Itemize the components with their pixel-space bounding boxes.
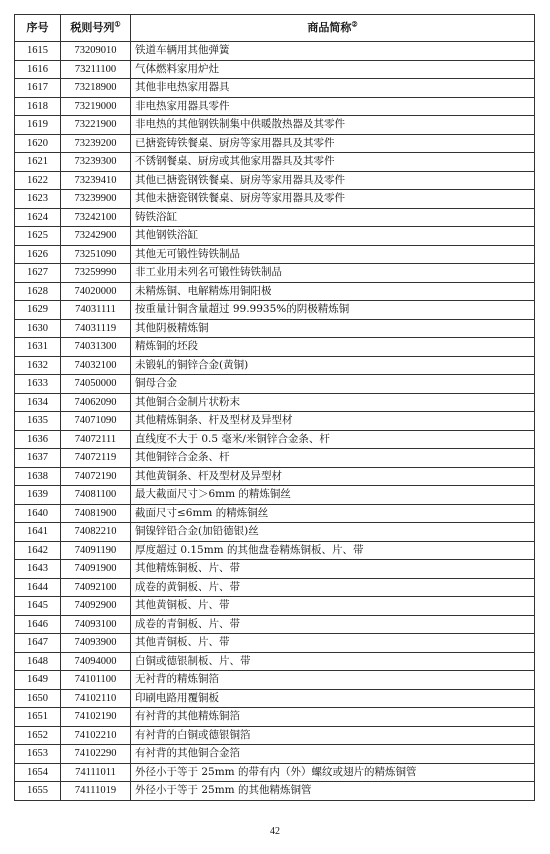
row-name: 其他黄铜板、片、带 xyxy=(131,597,535,616)
table-row xyxy=(15,190,535,209)
row-name: 直线度不大于 0.5 毫米/米铜锌合金条、杆 xyxy=(131,430,535,449)
row-code: 74102110 xyxy=(61,689,131,708)
row-name: 截面尺寸≤6mm 的精炼铜丝 xyxy=(131,504,535,523)
row-code: 74092100 xyxy=(61,578,131,597)
row-seq: 1630 xyxy=(15,319,61,338)
table-row xyxy=(15,375,535,394)
table-row xyxy=(15,79,535,98)
row-name: 最大截面尺寸＞6mm 的精炼铜丝 xyxy=(131,486,535,505)
row-code: 74062090 xyxy=(61,393,131,412)
table-row xyxy=(15,523,535,542)
table-row xyxy=(15,208,535,227)
row-name: 气体燃料家用炉灶 xyxy=(131,60,535,79)
row-code: 74094000 xyxy=(61,652,131,671)
row-code: 73242900 xyxy=(61,227,131,246)
row-name: 未精炼铜、电解精炼用铜阳极 xyxy=(131,282,535,301)
header-name-label: 商品简称 xyxy=(307,21,352,34)
row-seq: 1615 xyxy=(15,42,61,61)
row-seq: 1654 xyxy=(15,763,61,782)
row-code: 74032100 xyxy=(61,356,131,375)
table-row xyxy=(15,652,535,671)
row-code: 74050000 xyxy=(61,375,131,394)
row-name: 其他精炼铜板、片、带 xyxy=(131,560,535,579)
row-seq: 1650 xyxy=(15,689,61,708)
row-seq: 1655 xyxy=(15,782,61,801)
row-seq: 1625 xyxy=(15,227,61,246)
table-row xyxy=(15,227,535,246)
row-name: 非电热家用器具零件 xyxy=(131,97,535,116)
row-name: 其他铜合金制片状粉末 xyxy=(131,393,535,412)
row-name: 其他阴极精炼铜 xyxy=(131,319,535,338)
table-row xyxy=(15,42,535,61)
row-seq: 1641 xyxy=(15,523,61,542)
table-row xyxy=(15,356,535,375)
row-code: 74020000 xyxy=(61,282,131,301)
row-name: 其他青铜板、片、带 xyxy=(131,634,535,653)
header-code xyxy=(61,15,131,42)
row-code: 74093100 xyxy=(61,615,131,634)
table-row xyxy=(15,560,535,579)
row-name: 其他已搪瓷钢铁餐桌、厨房等家用器具及零件 xyxy=(131,171,535,190)
row-code: 74101100 xyxy=(61,671,131,690)
row-code: 73259990 xyxy=(61,264,131,283)
row-code: 73211100 xyxy=(61,60,131,79)
row-seq: 1624 xyxy=(15,208,61,227)
row-name: 其他铜锌合金条、杆 xyxy=(131,449,535,468)
table-row xyxy=(15,134,535,153)
table-row xyxy=(15,264,535,283)
table-row xyxy=(15,245,535,264)
row-name: 外径小于等于 25mm 的带有内（外）螺纹或翅片的精炼铜管 xyxy=(131,763,535,782)
row-code: 73239410 xyxy=(61,171,131,190)
header-row xyxy=(15,15,535,42)
table-header xyxy=(15,15,535,42)
row-code: 74031119 xyxy=(61,319,131,338)
row-name: 铁道车辆用其他弹簧 xyxy=(131,42,535,61)
row-seq: 1633 xyxy=(15,375,61,394)
table-row xyxy=(15,116,535,135)
row-name: 精炼铜的坯段 xyxy=(131,338,535,357)
row-name: 其他黄铜条、杆及型材及异型材 xyxy=(131,467,535,486)
row-seq: 1651 xyxy=(15,708,61,727)
row-code: 74111019 xyxy=(61,782,131,801)
table-row xyxy=(15,615,535,634)
row-name: 其他精炼铜条、杆及型材及异型材 xyxy=(131,412,535,431)
row-name: 未锻轧的铜锌合金(黄铜) xyxy=(131,356,535,375)
row-seq: 1647 xyxy=(15,634,61,653)
table-row xyxy=(15,597,535,616)
row-code: 74031300 xyxy=(61,338,131,357)
row-code: 73242100 xyxy=(61,208,131,227)
row-code: 74102210 xyxy=(61,726,131,745)
row-name: 白铜或德银制板、片、带 xyxy=(131,652,535,671)
header-code-label: 税则号列 xyxy=(70,21,115,34)
row-code: 74082210 xyxy=(61,523,131,542)
header-seq: 序号 xyxy=(15,15,61,42)
row-seq: 1637 xyxy=(15,449,61,468)
row-name: 有衬背的白铜或德银铜箔 xyxy=(131,726,535,745)
table-row xyxy=(15,393,535,412)
row-name: 已搪瓷铸铁餐桌、厨房等家用器具及其零件 xyxy=(131,134,535,153)
row-code: 74091190 xyxy=(61,541,131,560)
row-name: 不锈钢餐桌、厨房或其他家用器具及其零件 xyxy=(131,153,535,172)
row-name: 其他未搪瓷钢铁餐桌、厨房等家用器具及零件 xyxy=(131,190,535,209)
row-seq: 1640 xyxy=(15,504,61,523)
row-name: 其他非电热家用器具 xyxy=(131,79,535,98)
page-number: 42 xyxy=(270,826,280,837)
table-row xyxy=(15,486,535,505)
row-seq: 1629 xyxy=(15,301,61,320)
row-name: 成卷的黄铜板、片、带 xyxy=(131,578,535,597)
row-name: 其他钢铁浴缸 xyxy=(131,227,535,246)
table-row xyxy=(15,171,535,190)
row-seq: 1631 xyxy=(15,338,61,357)
row-seq: 1644 xyxy=(15,578,61,597)
row-code: 74072190 xyxy=(61,467,131,486)
row-seq: 1648 xyxy=(15,652,61,671)
table-row xyxy=(15,449,535,468)
table-row xyxy=(15,282,535,301)
row-seq: 1645 xyxy=(15,597,61,616)
table-row xyxy=(15,60,535,79)
row-code: 74071090 xyxy=(61,412,131,431)
row-seq: 1620 xyxy=(15,134,61,153)
table-row xyxy=(15,153,535,172)
row-code: 73239300 xyxy=(61,153,131,172)
row-code: 73219000 xyxy=(61,97,131,116)
table-row xyxy=(15,97,535,116)
row-code: 74072119 xyxy=(61,449,131,468)
row-seq: 1642 xyxy=(15,541,61,560)
table-row xyxy=(15,763,535,782)
row-code: 74093900 xyxy=(61,634,131,653)
row-name: 铜母合金 xyxy=(131,375,535,394)
row-seq: 1619 xyxy=(15,116,61,135)
row-code: 74111011 xyxy=(61,763,131,782)
row-seq: 1623 xyxy=(15,190,61,209)
row-name: 成卷的青铜板、片、带 xyxy=(131,615,535,634)
table-row xyxy=(15,504,535,523)
row-code: 74072111 xyxy=(61,430,131,449)
row-name: 铜镍锌铅合金(加铅德银)丝 xyxy=(131,523,535,542)
header-code-footnote: ① xyxy=(114,19,121,29)
row-code: 74031111 xyxy=(61,301,131,320)
row-seq: 1649 xyxy=(15,671,61,690)
row-seq: 1632 xyxy=(15,356,61,375)
table-row xyxy=(15,578,535,597)
row-seq: 1616 xyxy=(15,60,61,79)
row-seq: 1621 xyxy=(15,153,61,172)
row-name: 有衬背的其他精炼铜箔 xyxy=(131,708,535,727)
row-seq: 1638 xyxy=(15,467,61,486)
row-seq: 1646 xyxy=(15,615,61,634)
row-name: 非工业用未列名可锻性铸铁制品 xyxy=(131,264,535,283)
table-body xyxy=(15,42,535,801)
row-seq: 1652 xyxy=(15,726,61,745)
row-seq: 1627 xyxy=(15,264,61,283)
table-row xyxy=(15,541,535,560)
row-name: 外径小于等于 25mm 的其他精炼铜管 xyxy=(131,782,535,801)
row-seq: 1639 xyxy=(15,486,61,505)
row-name: 按重量计铜含量超过 99.9935%的阴极精炼铜 xyxy=(131,301,535,320)
row-code: 74081100 xyxy=(61,486,131,505)
table-row xyxy=(15,782,535,801)
row-seq: 1622 xyxy=(15,171,61,190)
table-row xyxy=(15,671,535,690)
tariff-table xyxy=(14,14,535,801)
row-seq: 1634 xyxy=(15,393,61,412)
row-code: 73218900 xyxy=(61,79,131,98)
header-name xyxy=(131,15,535,42)
row-seq: 1643 xyxy=(15,560,61,579)
row-code: 73239200 xyxy=(61,134,131,153)
table-row xyxy=(15,412,535,431)
table-row xyxy=(15,430,535,449)
row-name: 非电热的其他钢铁制集中供暖散热器及其零件 xyxy=(131,116,535,135)
row-name: 无衬背的精炼铜箔 xyxy=(131,671,535,690)
table-row xyxy=(15,708,535,727)
header-name-footnote: ② xyxy=(351,19,358,29)
table-row xyxy=(15,726,535,745)
row-seq: 1628 xyxy=(15,282,61,301)
table-row xyxy=(15,319,535,338)
row-name: 其他无可锻性铸铁制品 xyxy=(131,245,535,264)
row-name: 铸铁浴缸 xyxy=(131,208,535,227)
row-seq: 1636 xyxy=(15,430,61,449)
table-row xyxy=(15,338,535,357)
row-code: 73221900 xyxy=(61,116,131,135)
row-seq: 1617 xyxy=(15,79,61,98)
row-seq: 1635 xyxy=(15,412,61,431)
row-code: 73251090 xyxy=(61,245,131,264)
table-row xyxy=(15,745,535,764)
table-row xyxy=(15,689,535,708)
row-code: 74102290 xyxy=(61,745,131,764)
row-code: 74092900 xyxy=(61,597,131,616)
row-seq: 1653 xyxy=(15,745,61,764)
table-row xyxy=(15,634,535,653)
table-row xyxy=(15,467,535,486)
row-code: 73239900 xyxy=(61,190,131,209)
row-code: 74091900 xyxy=(61,560,131,579)
row-seq: 1626 xyxy=(15,245,61,264)
row-seq: 1618 xyxy=(15,97,61,116)
row-name: 厚度超过 0.15mm 的其他盘卷精炼铜板、片、带 xyxy=(131,541,535,560)
row-code: 73209010 xyxy=(61,42,131,61)
table-row xyxy=(15,301,535,320)
row-name: 有衬背的其他铜合金箔 xyxy=(131,745,535,764)
row-code: 74102190 xyxy=(61,708,131,727)
row-code: 74081900 xyxy=(61,504,131,523)
row-name: 印刷电路用覆铜板 xyxy=(131,689,535,708)
